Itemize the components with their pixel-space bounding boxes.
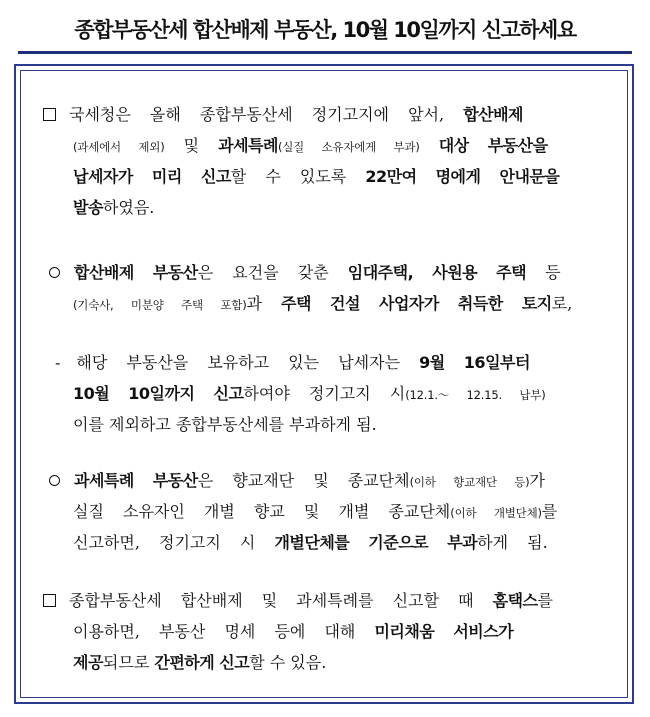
small-note-text: (12.1.～ 12.15. 납부) bbox=[405, 388, 546, 402]
bold-text: 간편하게 신고 bbox=[154, 653, 250, 672]
body-text bbox=[420, 136, 439, 155]
text-line bbox=[21, 99, 627, 130]
square-bullet-icon bbox=[43, 594, 56, 607]
text-line bbox=[21, 647, 627, 678]
bold-text: 홈택스 bbox=[492, 591, 538, 610]
text-line bbox=[21, 130, 627, 161]
body-text: 가 bbox=[529, 471, 545, 490]
text-line bbox=[21, 288, 627, 319]
dash-bullet: - bbox=[55, 353, 61, 372]
text-line bbox=[21, 257, 627, 288]
body-text: 해당 부동산을 보유하고 있는 납세자는 bbox=[76, 353, 420, 372]
circle-bullet-icon bbox=[49, 475, 60, 486]
bold-text: 10월 10일까지 신고 bbox=[73, 384, 244, 403]
body-text: 등 bbox=[526, 263, 561, 282]
bold-text: 주택 건설 사업자가 취득한 토지 bbox=[281, 294, 552, 313]
text-line bbox=[21, 465, 627, 496]
body-text: 할 수 있도록 bbox=[230, 167, 366, 186]
section-filing-period bbox=[21, 347, 627, 440]
bold-text: 합산배제 부동산 bbox=[74, 263, 198, 282]
outer-frame bbox=[14, 64, 634, 704]
bold-text: 9월 16일부터 bbox=[419, 353, 530, 372]
bold-text: 제공 bbox=[73, 653, 103, 672]
section-special-taxation-property bbox=[21, 465, 627, 558]
body-text: 를 bbox=[537, 591, 553, 610]
bold-text: 합산배제 bbox=[463, 105, 524, 124]
bold-text: 대상 부동산을 bbox=[438, 136, 548, 155]
body-text: 하였음. bbox=[102, 198, 155, 217]
text-line bbox=[21, 496, 627, 527]
body-text: 종합부동산세 합산배제 및 과세특례를 신고할 때 bbox=[69, 591, 493, 610]
small-note-text: (이하 향교재단 등) bbox=[409, 475, 530, 489]
body-text: 은 요건을 갖춘 bbox=[197, 263, 348, 282]
small-note-text: (기숙사, 미분양 주택 포함) bbox=[73, 298, 247, 312]
section-hometax-notice-intro bbox=[21, 99, 627, 223]
bold-text: 개별단체를 기준으로 부과 bbox=[274, 533, 478, 552]
small-note-text: (과세에서 제외) bbox=[73, 140, 165, 154]
square-bullet-icon bbox=[43, 108, 56, 121]
body-text: 를 bbox=[541, 502, 558, 521]
page-title: 종합부동산세 합산배제 부동산, 10월 10일까지 신고하세요 bbox=[74, 18, 576, 42]
section-hometax-prefill bbox=[21, 585, 627, 678]
title-underline bbox=[18, 51, 632, 54]
text-line bbox=[21, 378, 627, 409]
body-text: 신고하면, 정기고지 시 bbox=[73, 533, 275, 552]
notice-box bbox=[20, 70, 628, 698]
circle-bullet-icon bbox=[49, 267, 60, 278]
bold-text: 과세특례 부동산 bbox=[74, 471, 198, 490]
body-text: 하여야 정기고지 시 bbox=[243, 384, 406, 403]
text-line bbox=[21, 347, 627, 378]
body-text: 실질 소유자인 개별 향교 및 개별 종교단체 bbox=[73, 502, 451, 521]
bold-text: 임대주택, 사원용 주택 bbox=[347, 263, 527, 282]
bold-text: 납세자가 미리 신고 bbox=[73, 167, 231, 186]
bold-text: 과세특례 bbox=[218, 136, 278, 155]
body-text: 하게 됨. bbox=[477, 533, 548, 552]
bold-text: 발송 bbox=[73, 198, 103, 217]
body-text: 이용하면, 부동산 명세 등에 대해 bbox=[73, 622, 375, 641]
bold-text: 미리채움 서비스가 bbox=[374, 622, 514, 641]
body-text: 되므로 bbox=[102, 653, 155, 672]
small-note-text: (이하 개별단체) bbox=[450, 506, 542, 520]
bold-text: 22만여 명에게 안내문을 bbox=[365, 167, 560, 186]
text-line bbox=[21, 616, 627, 647]
text-line bbox=[21, 192, 627, 223]
section-exclusion-property bbox=[21, 257, 627, 319]
text-line bbox=[21, 409, 627, 440]
body-text: 이를 제외하고 종합부동산세를 부과하게 됨. bbox=[73, 415, 377, 434]
body-text: 과 bbox=[246, 294, 282, 313]
body-text: 및 bbox=[164, 136, 219, 155]
text-line bbox=[21, 585, 627, 616]
body-text: 국세청은 올해 종합부동산세 정기고지에 앞서, bbox=[69, 105, 464, 124]
body-text: 은 향교재단 및 종교단체 bbox=[197, 471, 410, 490]
body-text: 로, bbox=[551, 294, 573, 313]
text-line bbox=[21, 161, 627, 192]
text-line bbox=[21, 527, 627, 558]
small-note-text: (실질 소유자에게 부과) bbox=[277, 140, 420, 154]
body-text: 할 수 있음. bbox=[249, 653, 327, 672]
